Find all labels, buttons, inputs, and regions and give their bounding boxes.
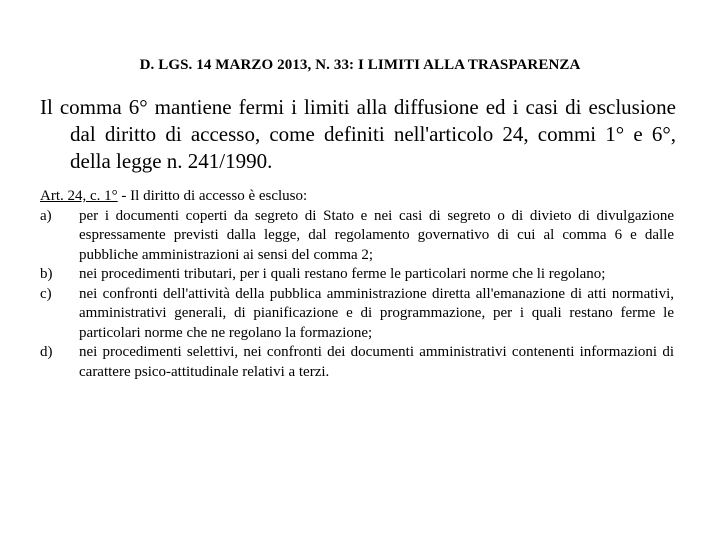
list-item-text: nei procedimenti selettivi, nei confronti dei documenti amministrativi contenenti informazioni di carattere psico-attitudinale relativi a terzi. [79, 344, 674, 380]
list-item-b [40, 265, 674, 285]
list-item-letter: c) [40, 285, 52, 302]
article-reference: Art. 24, c. 1° [40, 188, 118, 204]
list-item-letter: a) [40, 207, 52, 224]
intro-paragraph: Il comma 6° mantiene fermi i limiti alla diffusione ed i casi di esclusione dal diritto di accesso, come definiti nell'articolo 24, commi 1° e 6°, della legge n. 241/1990. [40, 95, 676, 173]
slide-title: D. LGS. 14 MARZO 2013, N. 33: I LIMITI ALLA TRASPARENZA [139, 57, 581, 73]
list-item-c [40, 285, 674, 344]
list-item-text: per i documenti coperti da segreto di Stato e nei casi di segreto o di divieto di divulgazione espressamente previsti dalla legge, dal regolamento governativo di cui al comma 6 e dalle pubbliche amministrazioni ai sensi del comma 2; [79, 207, 674, 263]
article-block [40, 187, 674, 382]
list-item-d [40, 343, 674, 382]
article-heading-text: - Il diritto di accesso è escluso: [117, 188, 308, 204]
list-item-text: nei confronti dell'attività della pubblica amministrazione diretta all'emanazione di atti normativi, amministrativi generali, di pianificazione e di programmazione, per i quali restano ferme le particolari norme che ne regolano la formazione; [79, 285, 674, 341]
list-item-letter: b) [40, 266, 53, 282]
list-item-text: nei procedimenti tributari, per i quali restano ferme le particolari norme che li regolano; [79, 266, 606, 282]
article-heading [40, 187, 674, 207]
list-item-a [40, 207, 674, 266]
list-item-letter: d) [40, 344, 53, 360]
